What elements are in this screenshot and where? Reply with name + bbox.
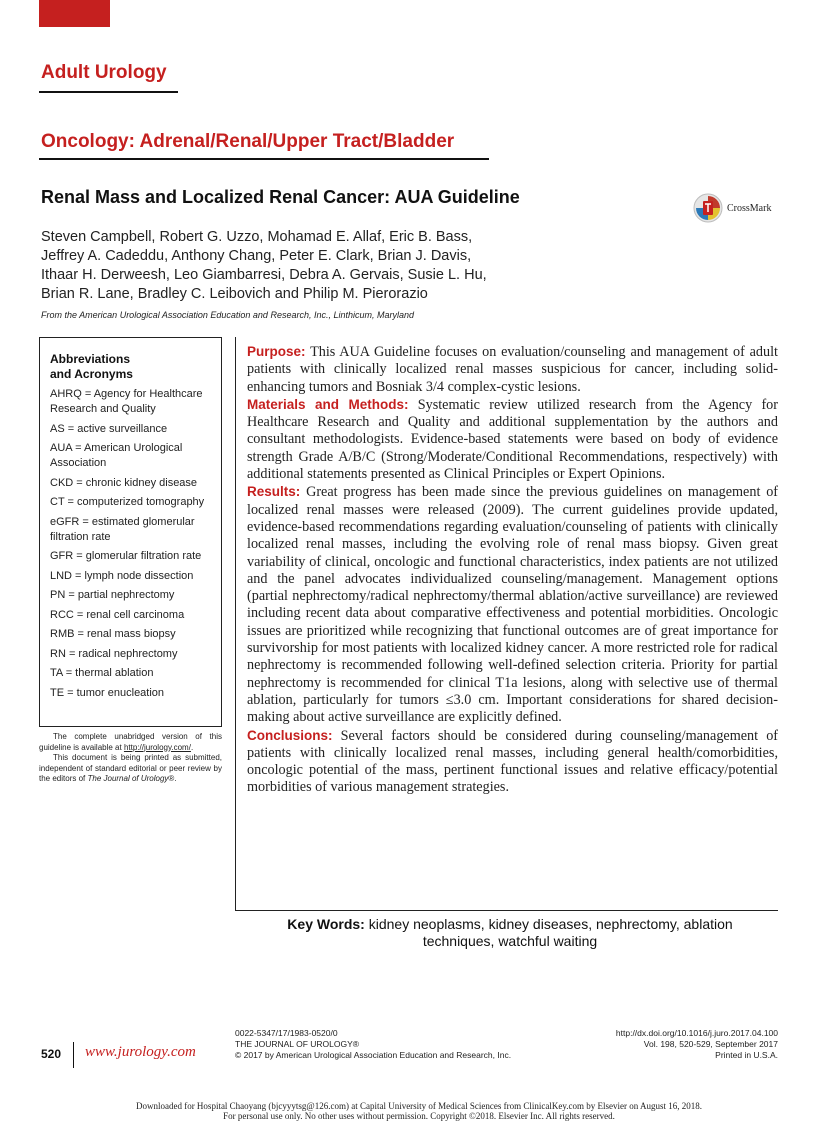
abbreviation-item: RMB = renal mass biopsy (50, 628, 176, 640)
journal-name: The Journal of Urology (87, 774, 169, 783)
author-list (41, 228, 601, 304)
abbreviation-item: PN = partial nephrectomy (50, 589, 175, 601)
affiliation: From the American Urological Association Education and Research, Inc., Linthicum, Maryland (41, 310, 415, 320)
doi-link[interactable]: http://dx.doi.org/10.1016/j.juro.2017.04.100 (615, 1028, 778, 1038)
volume-info: Vol. 198, 520-529, September 2017 (643, 1039, 778, 1049)
abstract-box (235, 337, 778, 911)
abstract-purpose (247, 343, 778, 396)
abstract-methods (247, 396, 778, 483)
abstract-results (247, 483, 778, 726)
methods-label: Materials and Methods: (247, 396, 409, 412)
crossmark-badge[interactable] (693, 193, 813, 223)
header-accent-bar (39, 0, 110, 27)
footer-divider (73, 1042, 74, 1068)
key-words-label: Key Words: (287, 916, 365, 932)
purpose-label: Purpose: (247, 344, 306, 359)
methods-text: Systematic review utilized research from the Agency for Healthcare Research and Quality and additional supplementation by the authors and consultant methodologists. Evidence-based statements were based on body of evidence strength Grade A/B/C (Strong/Moderate/Conditional Recommendations, respectively) with additional statements presented as Clinical Principles or Expert Opinions. (247, 396, 778, 483)
guideline-note (39, 732, 222, 785)
subsection-title: Oncology: Adrenal/Renal/Upper Tract/Bladder (41, 131, 455, 152)
abbreviation-item: GFR = glomerular filtration rate (50, 550, 202, 562)
abbreviation-item: AHRQ = Agency for Healthcare Research and Quality (50, 388, 203, 415)
article-code: 0022-5347/17/1983-0520/0 (235, 1028, 338, 1038)
conclusions-label: Conclusions: (247, 727, 333, 743)
publication-details (540, 1028, 778, 1061)
abbreviation-item: LND = lymph node dissection (50, 569, 194, 582)
copyright: © 2017 by American Urological Association Education and Research, Inc. (235, 1050, 512, 1060)
conclusions-text: Several factors should be considered during counseling/management of patients with clinically localized renal masses, including general health/comorbidities, oncologic potential of the mass, pertinent functional issues and relative efficacy/potential morbidities of various management strategies. (247, 727, 779, 796)
abbreviation-item: AUA = American Urological Association (50, 442, 183, 469)
abbreviation-item: AS = active surveillance (50, 422, 168, 435)
author-line: Jeffrey A. Cadeddu, Anthony Chang, Peter E. Clark, Brian J. Davis, (41, 248, 472, 264)
abbreviation-item: RCC = renal cell carcinoma (50, 608, 185, 621)
abbreviation-item: RN = radical nephrectomy (50, 647, 178, 660)
abbreviations-box (39, 337, 222, 727)
abbreviation-item: TE = tumor enucleation (50, 686, 165, 699)
article-title: Renal Mass and Localized Renal Cancer: AUA Guideline (41, 187, 520, 207)
download-note-line: For personal use only. No other uses without permission. Copyright ©2018. Elsevier Inc. All rights reserved. (223, 1111, 615, 1121)
crossmark-icon (693, 193, 723, 223)
author-line: Steven Campbell, Robert G. Uzzo, Mohamad E. Allaf, Eric B. Bass, (41, 229, 473, 245)
crossmark-label: CrossMark (727, 202, 772, 214)
abstract-text (247, 343, 778, 797)
abbreviations-heading-line: Abbreviations (50, 352, 131, 366)
guideline-availability-text: The complete unabridged version of this guideline is available at (39, 732, 222, 752)
journal-title: THE JOURNAL OF UROLOGY® (235, 1039, 360, 1049)
guideline-availability: The complete unabridged version of this guideline is available at http://jurology.com/. (39, 732, 222, 752)
page-number: 520 (41, 1047, 62, 1061)
abbreviations-heading (50, 352, 213, 382)
editorial-disclaimer: This document is being printed as submitted, independent of standard editorial or peer review by the editors of The Journal of Urology®. (39, 753, 222, 783)
download-note (0, 1101, 838, 1121)
section-title: Adult Urology (41, 62, 167, 83)
key-words-text: kidney neoplasms, kidney diseases, nephrectomy, ablation techniques, watchful waiting (368, 916, 733, 949)
abbreviation-item: CKD = chronic kidney disease (50, 476, 198, 489)
results-text: Great progress has been made since the previous guidelines on management of localized renal masses were released (2009). The current guidelines provide updated, evidence-based recommendations regarding evaluation/counseling of patients with clinically localized renal masses, including the evolving role of renal mass biopsy. Given great variability of clinical, oncologic and functional characteristics, index patients are not utilized and the panel advocates individualized counseling/management. Management options (partial nephrectomy/radical nephrectomy/thermal ablation/active surveillance) are reviewed including recent data about comparative effectiveness and potential morbidities. Oncologic issues are prioritized while recognizing that functional outcomes are of great importance for survivorship for most patients with localized kidney cancer. A more restricted role for radical nephrectomy is recommended following well-defined selection criteria. Priority for partial nephrectomy is recommended for clinical T1a lesions, along with selective use of thermal ablation, particularly for tumors ≤3.0 cm. Important considerations for shared decision-making about active surveillance are explicitly defined. (247, 484, 779, 726)
section-rule (39, 91, 178, 93)
journal-url[interactable]: www.jurology.com (85, 1044, 196, 1060)
printed-info: Printed in U.S.A. (715, 1050, 778, 1060)
abbreviations-heading-line: and Acronyms (50, 367, 133, 381)
key-words (250, 916, 770, 950)
purpose-text: This AUA Guideline focuses on evaluation/counseling and management of adult patients with clinically localized renal masses suspicious for cancer, including solid-enhancing tumors and Bosniak 3/4 complex-cystic lesions. (247, 344, 778, 395)
abbreviation-item: TA = thermal ablation (50, 667, 154, 679)
author-line: Ithaar H. Derweesh, Leo Giambarresi, Debra A. Gervais, Susie L. Hu, (41, 267, 487, 283)
author-line: Brian R. Lane, Bradley C. Leibovich and Philip M. Pierorazio (41, 286, 428, 302)
results-label: Results: (247, 484, 301, 500)
download-note-line: Downloaded for Hospital Chaoyang (bjcyyytsg@126.com) at Capital University of Medical Sciences from ClinicalKey.com by Elsevier on August 16, 2018. (135, 1101, 703, 1111)
publication-info (235, 1028, 511, 1061)
abstract-conclusions (247, 727, 778, 797)
abbreviation-item: eGFR = estimated glomerular filtration rate (50, 515, 195, 543)
guideline-link[interactable]: http://jurology.com/ (123, 742, 191, 752)
abbreviation-item: CT = computerized tomography (50, 496, 205, 508)
subsection-rule (39, 158, 489, 160)
